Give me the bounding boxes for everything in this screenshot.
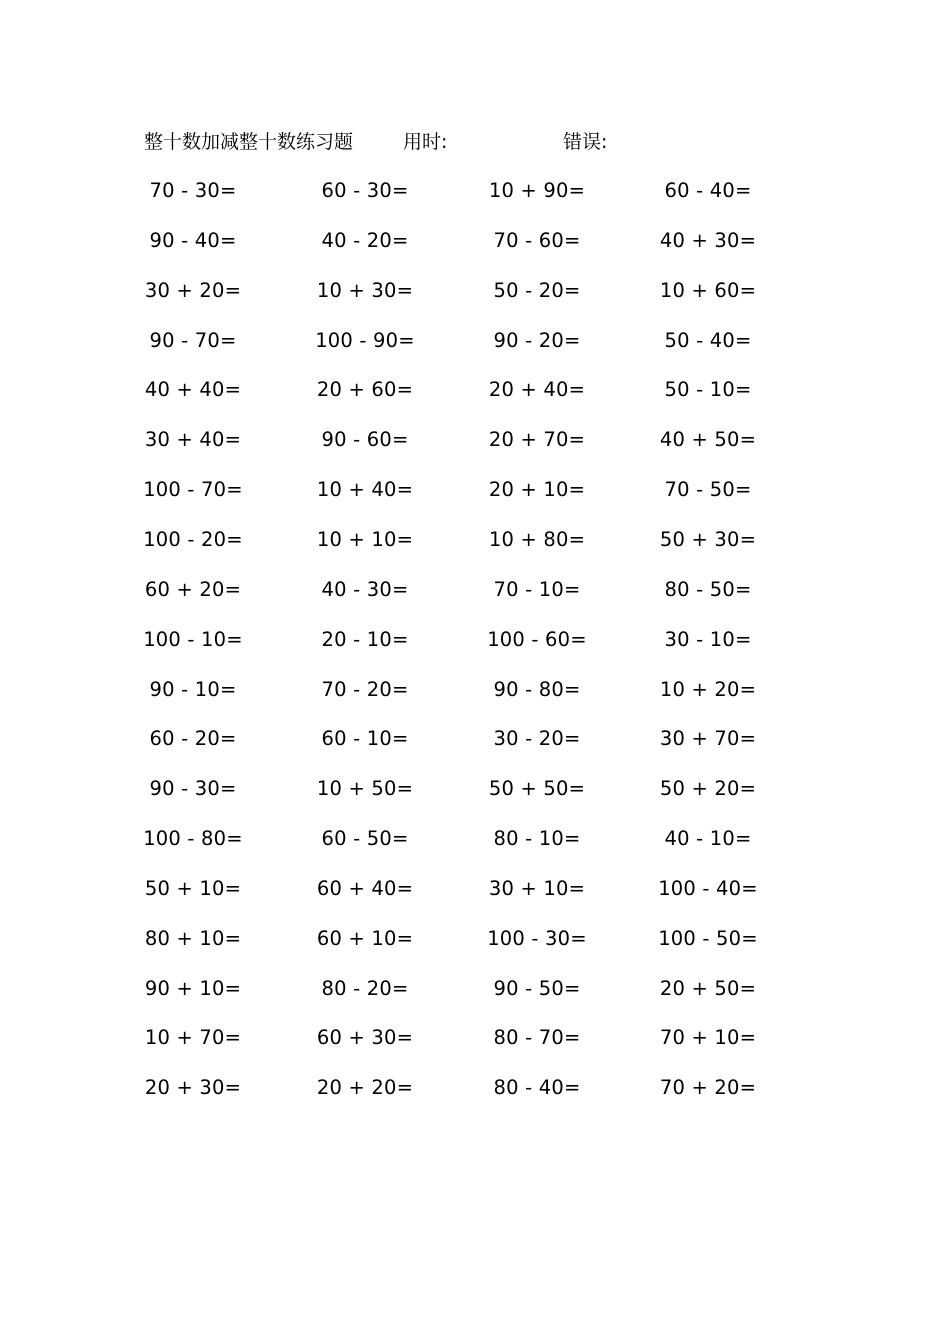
problem-row	[0, 525, 950, 555]
math-problem: 90 - 70=	[149, 328, 237, 352]
math-problem: 30 - 10=	[664, 627, 752, 651]
problem-row	[0, 774, 950, 804]
math-problem: 40 + 50=	[659, 428, 757, 452]
math-problem: 70 - 30=	[149, 179, 237, 202]
problem-row	[0, 575, 950, 605]
math-problem: 100 - 10=	[143, 627, 243, 651]
math-problem: 60 + 30=	[316, 1026, 414, 1050]
problem-row	[0, 874, 950, 904]
problem-row	[0, 924, 950, 954]
math-problem: 80 + 10=	[144, 926, 242, 950]
math-problem: 20 + 10=	[488, 478, 586, 502]
math-problem: 70 - 60=	[493, 228, 581, 252]
math-problem: 40 - 20=	[321, 228, 409, 252]
math-problem: 90 - 30=	[149, 777, 237, 801]
math-problem: 60 - 20=	[149, 727, 237, 751]
math-problem: 20 + 50=	[659, 976, 757, 1000]
math-problem: 30 + 70=	[659, 727, 757, 751]
problem-row	[0, 475, 950, 505]
math-problem: 40 - 10=	[664, 827, 752, 851]
math-problem: 40 + 30=	[659, 228, 757, 252]
math-problem: 90 - 50=	[493, 976, 581, 1000]
math-problem: 30 + 40=	[144, 428, 242, 452]
problem-row	[0, 675, 950, 705]
math-problem: 10 + 50=	[316, 777, 414, 801]
problem-row	[0, 425, 950, 455]
math-problem: 80 - 20=	[321, 976, 409, 1000]
math-problem: 100 - 40=	[658, 876, 758, 900]
math-problem: 10 + 60=	[659, 278, 757, 302]
time-used-label: 用时:	[403, 131, 448, 153]
math-problem: 70 - 20=	[321, 677, 409, 701]
math-problem: 90 - 40=	[149, 228, 237, 252]
math-problem: 100 - 20=	[143, 527, 243, 551]
math-problem: 100 - 80=	[143, 827, 243, 851]
math-problem: 80 - 40=	[493, 1076, 581, 1100]
math-problem: 80 - 50=	[664, 577, 752, 601]
math-problem: 10 + 80=	[488, 527, 586, 551]
math-problem: 60 - 50=	[321, 827, 409, 851]
math-problem: 60 + 40=	[316, 876, 414, 900]
problem-row	[0, 1073, 950, 1103]
math-problem: 100 - 30=	[487, 926, 587, 950]
math-problem: 90 - 80=	[493, 677, 581, 701]
math-problem: 90 - 10=	[149, 677, 237, 701]
math-problem: 80 - 70=	[493, 1026, 581, 1050]
problem-row	[0, 974, 950, 1004]
math-problem: 70 - 10=	[493, 577, 581, 601]
math-problem: 40 - 30=	[321, 577, 409, 601]
math-problem: 100 - 70=	[143, 478, 243, 502]
math-problem: 100 - 50=	[658, 926, 758, 950]
math-problem: 50 + 10=	[144, 876, 242, 900]
math-problem: 10 + 10=	[316, 527, 414, 551]
problem-row	[0, 176, 950, 206]
math-problem: 30 + 20=	[144, 278, 242, 302]
math-problem: 50 + 50=	[488, 777, 586, 801]
math-problem: 50 - 40=	[664, 328, 752, 352]
math-problem: 100 - 90=	[315, 328, 415, 352]
problem-row	[0, 724, 950, 754]
errors-label: 错误:	[563, 131, 608, 153]
math-problem: 70 + 20=	[659, 1076, 757, 1100]
math-problem: 60 + 20=	[144, 577, 242, 601]
math-problem: 50 + 20=	[659, 777, 757, 801]
math-problem: 60 - 30=	[321, 179, 409, 202]
math-problem: 100 - 60=	[487, 627, 587, 651]
math-problem: 60 - 40=	[664, 179, 752, 202]
problem-row	[0, 326, 950, 356]
math-problem: 60 - 10=	[321, 727, 409, 751]
math-problem: 20 - 10=	[321, 627, 409, 651]
math-problem: 20 + 20=	[316, 1076, 414, 1100]
math-problem: 10 + 30=	[316, 278, 414, 302]
worksheet-title: 整十数加减整十数练习题	[144, 131, 354, 153]
math-problem: 30 - 20=	[493, 727, 581, 751]
math-problem: 60 + 10=	[316, 926, 414, 950]
math-problem: 80 - 10=	[493, 827, 581, 851]
math-problem: 20 + 30=	[144, 1076, 242, 1100]
math-problem: 50 - 20=	[493, 278, 581, 302]
math-problem: 20 + 40=	[488, 378, 586, 402]
problem-row	[0, 375, 950, 405]
problem-row	[0, 1023, 950, 1053]
problem-row	[0, 226, 950, 256]
math-problem: 10 + 20=	[659, 677, 757, 701]
math-problem: 30 + 10=	[488, 876, 586, 900]
math-problem: 10 + 90=	[488, 179, 586, 202]
problem-row	[0, 625, 950, 655]
math-problem: 10 + 70=	[144, 1026, 242, 1050]
math-problem: 40 + 40=	[144, 378, 242, 402]
math-problem: 50 - 10=	[664, 378, 752, 402]
math-problem: 50 + 30=	[659, 527, 757, 551]
math-problem: 10 + 40=	[316, 478, 414, 502]
math-problem: 90 + 10=	[144, 976, 242, 1000]
problem-row	[0, 276, 950, 306]
problem-row	[0, 824, 950, 854]
math-problem: 20 + 60=	[316, 378, 414, 402]
math-problem: 70 + 10=	[659, 1026, 757, 1050]
math-problem: 90 - 60=	[321, 428, 409, 452]
math-problem: 90 - 20=	[493, 328, 581, 352]
math-problem: 70 - 50=	[664, 478, 752, 502]
math-problem: 20 + 70=	[488, 428, 586, 452]
